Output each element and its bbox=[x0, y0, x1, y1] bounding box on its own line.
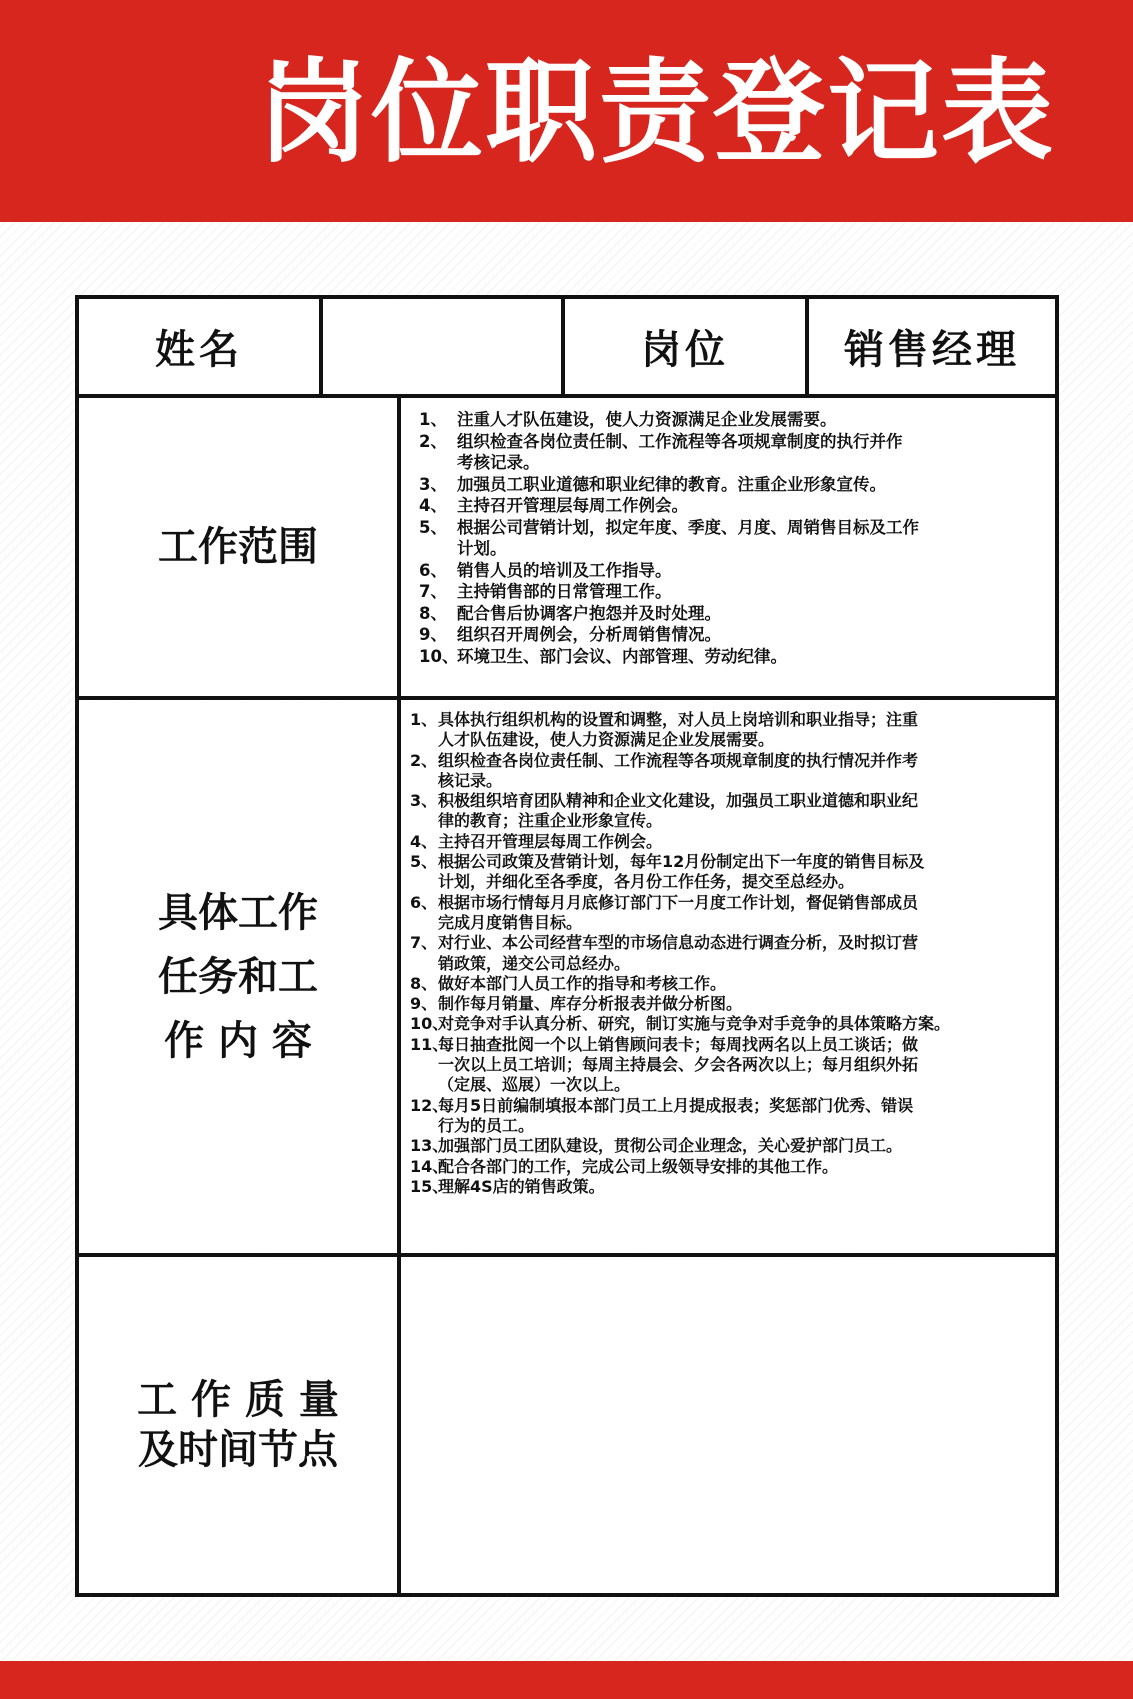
duty-item-line bbox=[410, 872, 1055, 892]
duty-item bbox=[410, 1096, 1055, 1137]
label-line: 作 内 容 bbox=[164, 1017, 312, 1064]
duty-item bbox=[410, 1136, 1055, 1156]
duty-item-number: 11、 bbox=[410, 1034, 449, 1054]
duty-item-number: 13、 bbox=[410, 1136, 449, 1156]
duty-item-line bbox=[410, 954, 1055, 974]
duty-item-number: 4、 bbox=[410, 831, 438, 851]
duty-item bbox=[410, 1157, 1055, 1177]
duty-item-text: 主持召开管理层每周工作例会。 bbox=[438, 831, 663, 851]
duty-item-line bbox=[410, 791, 1055, 811]
work-scope-label-cell bbox=[75, 394, 401, 700]
duty-item-number: 1、 bbox=[410, 710, 438, 729]
duty-item bbox=[419, 495, 1055, 517]
duty-item-number: 5、 bbox=[410, 852, 438, 872]
duty-item-line bbox=[410, 994, 1055, 1014]
duty-item-text: 每月5日前编制填报本部门员工上月提成报表；奖惩部门优秀、错误 bbox=[438, 1095, 914, 1115]
duty-item-text: 加强员工职业道德和职业纪律的教育。注重企业形象宣传。 bbox=[457, 474, 886, 494]
duty-item-text: 组织检查各岗位责任制、工作流程等各项规章制度的执行情况并作考 bbox=[438, 750, 919, 770]
duty-item-line bbox=[410, 1177, 1055, 1197]
duty-item-number: 10、 bbox=[410, 1014, 449, 1034]
duty-item-text: 一次以上员工培训；每周主持晨会、夕会各两次以上；每月组织外拓 bbox=[438, 1055, 919, 1075]
duty-item-text: 对行业、本公司经营车型的市场信息动态进行调查分析，及时拟订营 bbox=[438, 933, 919, 953]
duty-item bbox=[410, 852, 1055, 893]
duty-item-line bbox=[410, 933, 1055, 953]
quality-content-cell[interactable] bbox=[397, 1253, 1059, 1597]
duty-item bbox=[410, 893, 1055, 934]
duty-item-text: 主持召开管理层每周工作例会。 bbox=[457, 496, 688, 515]
tasks-list bbox=[401, 700, 1055, 1197]
duty-item bbox=[410, 1177, 1055, 1197]
duty-item bbox=[419, 560, 1055, 582]
duty-item-line bbox=[410, 974, 1055, 994]
duty-item-number: 9、 bbox=[410, 994, 438, 1014]
position-value-cell bbox=[805, 295, 1059, 398]
duty-item-line bbox=[419, 560, 1055, 582]
duty-item-number: 15、 bbox=[410, 1176, 449, 1196]
duty-item-text: 完成月度销售目标。 bbox=[438, 912, 583, 932]
duty-item bbox=[419, 409, 1055, 431]
duty-item-line bbox=[419, 452, 1055, 474]
duty-item-number: 6、 bbox=[419, 560, 447, 580]
duty-item-text: 每日抽查批阅一个以上销售顾问表卡；每周找两名以上员工谈话；做 bbox=[438, 1034, 919, 1054]
duty-item-line bbox=[410, 771, 1055, 791]
page-title: 岗位职责登记表 bbox=[257, 48, 1055, 178]
duty-item-number: 12、 bbox=[410, 1095, 449, 1115]
duty-item bbox=[419, 646, 1055, 668]
duty-item-number: 3、 bbox=[410, 791, 438, 811]
bottom-red-band bbox=[0, 1661, 1133, 1699]
duty-item bbox=[419, 431, 1055, 474]
duty-item-number: 2、 bbox=[410, 750, 438, 770]
quality-label bbox=[137, 1375, 339, 1475]
name-label: 姓名 bbox=[155, 327, 243, 373]
work-scope-content-cell bbox=[397, 394, 1059, 700]
position-label: 岗位 bbox=[641, 327, 729, 373]
duty-item-number: 3、 bbox=[419, 474, 447, 494]
duty-item-text: 核记录。 bbox=[438, 770, 503, 790]
duty-item-text: 配合各部门的工作，完成公司上级领导安排的其他工作。 bbox=[438, 1156, 839, 1176]
duty-item bbox=[419, 581, 1055, 603]
duty-item-number: 14、 bbox=[410, 1156, 449, 1176]
duty-item-line bbox=[410, 1116, 1055, 1136]
duty-item-line bbox=[410, 1096, 1055, 1116]
duty-item bbox=[419, 517, 1055, 560]
duty-item bbox=[410, 994, 1055, 1014]
duty-item-text: 计划，并细化至各季度，各月份工作任务，提交至总经办。 bbox=[438, 872, 855, 892]
duty-item-line bbox=[410, 913, 1055, 933]
duty-item bbox=[410, 751, 1055, 792]
duty-item-line bbox=[410, 1136, 1055, 1156]
duty-item-line bbox=[410, 852, 1055, 872]
duty-item-text: 具体执行组织机构的设置和调整，对人员上岗培训和职业指导；注重 bbox=[438, 710, 919, 729]
duty-item-text: 环境卫生、部门会议、内部管理、劳动纪律。 bbox=[457, 646, 787, 666]
duty-item bbox=[410, 933, 1055, 974]
duty-item-number: 10、 bbox=[419, 646, 459, 666]
name-label-cell bbox=[75, 295, 323, 398]
label-line: 工 作 质 量 bbox=[137, 1377, 339, 1423]
duty-item-line bbox=[410, 811, 1055, 831]
name-value-cell[interactable] bbox=[319, 295, 565, 398]
duty-item-text: 做好本部门人员工作的指导和考核工作。 bbox=[438, 973, 727, 993]
duty-item-text: 组织召开周例会，分析周销售情况。 bbox=[457, 625, 721, 644]
duty-item-text: 销售人员的培训及工作指导。 bbox=[457, 560, 672, 580]
duty-item-text: 根据公司政策及营销计划，每年12月份制定出下一年度的销售目标及 bbox=[438, 852, 925, 872]
work-scope-list bbox=[401, 398, 1055, 667]
duty-item-text: （定展、巡展）一次以上。 bbox=[438, 1075, 631, 1095]
duty-item-line bbox=[419, 431, 1055, 453]
duty-item-text: 配合售后协调客户抱怨并及时处理。 bbox=[457, 603, 721, 623]
duty-item-text: 考核记录。 bbox=[457, 453, 540, 472]
duty-item-text: 销政策，递交公司总经办。 bbox=[438, 953, 631, 973]
duty-item bbox=[419, 474, 1055, 496]
duty-item-number: 8、 bbox=[410, 973, 438, 993]
tasks-label bbox=[158, 881, 318, 1073]
duty-item bbox=[410, 710, 1055, 751]
duty-item-line bbox=[419, 495, 1055, 517]
duty-item-text: 组织检查各岗位责任制、工作流程等各项规章制度的执行并作 bbox=[457, 431, 903, 451]
duty-item-number: 5、 bbox=[419, 517, 447, 537]
duty-item-line bbox=[419, 474, 1055, 496]
duty-item-number: 6、 bbox=[410, 892, 438, 912]
duty-item bbox=[410, 832, 1055, 852]
duty-item-text: 人才队伍建设，使人力资源满足企业发展需要。 bbox=[438, 730, 775, 750]
duty-item-text: 加强部门员工团队建设，贯彻公司企业理念，关心爱护部门员工。 bbox=[438, 1136, 903, 1156]
top-red-band bbox=[0, 0, 1133, 222]
duty-item-line bbox=[419, 517, 1055, 539]
duty-item-text: 对竞争对手认真分析、研究，制订实施与竞争对手竞争的具体策略方案。 bbox=[438, 1014, 951, 1034]
duty-item-text: 制作每月销量、库存分析报表并做分析图。 bbox=[438, 994, 743, 1014]
position-label-cell bbox=[561, 295, 809, 398]
work-scope-label: 工作范围 bbox=[158, 524, 318, 570]
duty-item-line bbox=[419, 538, 1055, 560]
duty-item-number: 4、 bbox=[419, 496, 447, 515]
label-line: 具体工作 bbox=[158, 889, 318, 936]
duty-item-line bbox=[419, 646, 1055, 668]
duty-item-text: 注重人才队伍建设，使人力资源满足企业发展需要。 bbox=[457, 410, 837, 429]
duty-item-line bbox=[410, 730, 1055, 750]
duty-item bbox=[419, 603, 1055, 625]
duty-item bbox=[410, 1014, 1055, 1034]
duty-item-line bbox=[419, 603, 1055, 625]
duty-item-line bbox=[410, 1157, 1055, 1177]
duty-item-line bbox=[410, 1075, 1055, 1095]
duty-item-line bbox=[410, 710, 1055, 730]
duty-item-text: 积极组织培育团队精神和企业文化建设，加强员工职业道德和职业纪 bbox=[438, 791, 919, 811]
tasks-content-cell bbox=[397, 696, 1059, 1257]
duty-form bbox=[75, 295, 1059, 1597]
position-value: 销售经理 bbox=[844, 327, 1020, 373]
duty-item-number: 1、 bbox=[419, 410, 447, 429]
duty-item-text: 计划。 bbox=[457, 539, 507, 558]
label-line: 及时间节点 bbox=[138, 1427, 338, 1473]
duty-item-line bbox=[419, 581, 1055, 603]
duty-item-line bbox=[410, 751, 1055, 771]
duty-item bbox=[410, 791, 1055, 832]
duty-item-text: 根据市场行情每月月底修订部门下一月度工作计划，督促销售部成员 bbox=[438, 892, 919, 912]
label-line: 任务和工 bbox=[158, 953, 318, 1000]
duty-item bbox=[419, 624, 1055, 646]
duty-item-text: 理解4S店的销售政策。 bbox=[438, 1176, 605, 1196]
duty-item-line bbox=[410, 893, 1055, 913]
tasks-label-cell bbox=[75, 696, 401, 1257]
duty-item-line bbox=[410, 832, 1055, 852]
duty-item-text: 行为的员工。 bbox=[438, 1115, 535, 1135]
duty-item-line bbox=[410, 1055, 1055, 1075]
duty-item-line bbox=[410, 1035, 1055, 1055]
duty-item-number: 7、 bbox=[419, 582, 447, 601]
duty-item-number: 8、 bbox=[419, 603, 447, 623]
duty-item-line bbox=[410, 1014, 1055, 1034]
duty-item-line bbox=[419, 624, 1055, 646]
duty-item-number: 2、 bbox=[419, 431, 447, 451]
duty-item-number: 9、 bbox=[419, 625, 447, 644]
duty-item bbox=[410, 1035, 1055, 1096]
duty-item-text: 主持销售部的日常管理工作。 bbox=[457, 582, 672, 601]
duty-item-line bbox=[419, 409, 1055, 431]
quality-label-cell bbox=[75, 1253, 401, 1597]
duty-item-text: 根据公司营销计划，拟定年度、季度、月度、周销售目标及工作 bbox=[457, 517, 919, 537]
duty-item-text: 律的教育；注重企业形象宣传。 bbox=[438, 811, 663, 831]
duty-item-number: 7、 bbox=[410, 933, 438, 953]
duty-item bbox=[410, 974, 1055, 994]
